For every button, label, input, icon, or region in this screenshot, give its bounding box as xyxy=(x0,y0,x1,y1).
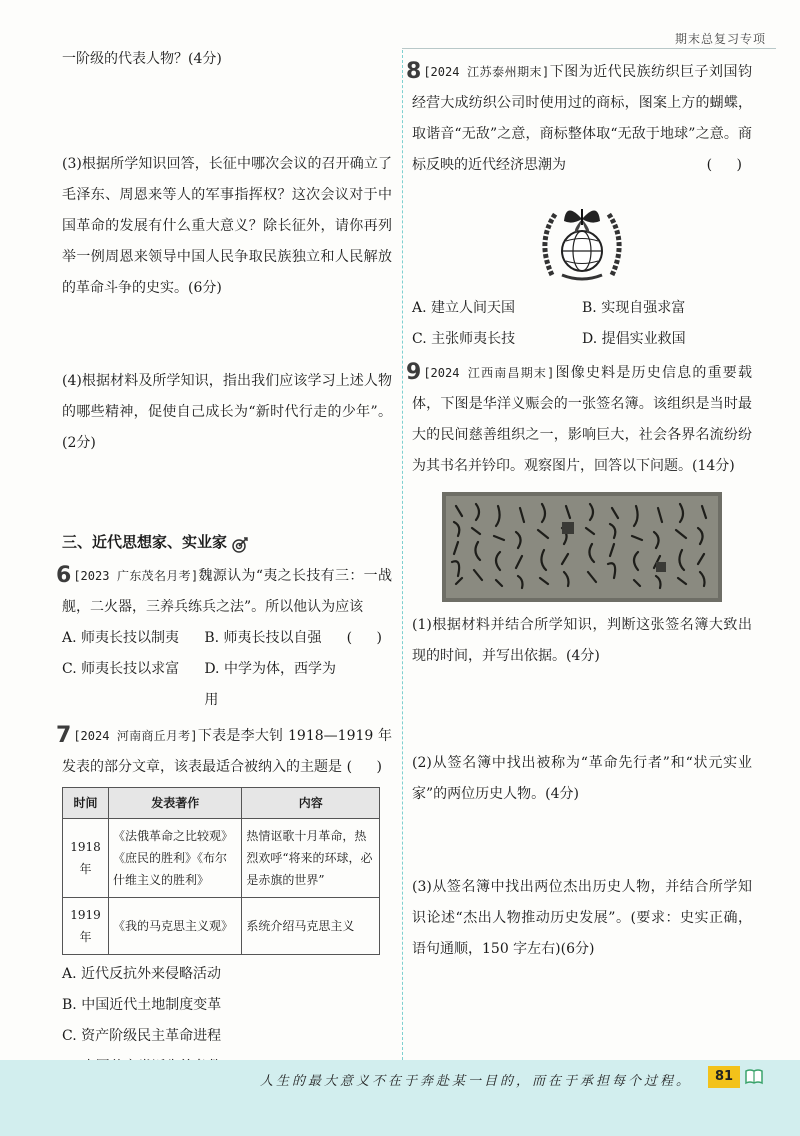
option-a[interactable]: A. 师夷长技以制夷 xyxy=(62,630,180,646)
table-row xyxy=(63,898,380,955)
option-b[interactable]: B. 中国近代土地制度变革 xyxy=(62,997,222,1013)
q9-part1: (1)根据材料并结合所学知识，判断这张签名簿大致出现的时间，并写出依据。(4分) xyxy=(412,617,752,664)
q5-tail: 一阶级的代表人物？(4分) xyxy=(62,51,222,67)
table-cell-works: 《法俄革命之比较观》《庶民的胜利》《布尔什维主义的胜利》 xyxy=(109,819,242,898)
option-b[interactable]: B. 师夷长技以自强 xyxy=(204,630,322,646)
page-footer xyxy=(0,1060,800,1136)
q8-options xyxy=(412,293,752,355)
q9-part2: (2)从签名簿中找出被称为“革命先行者”和“状元实业家”的两位历史人物。(4分) xyxy=(412,755,752,802)
option-c[interactable]: C. 资产阶级民主革命进程 xyxy=(62,1028,222,1044)
left-column xyxy=(56,44,392,1083)
question-7 xyxy=(56,720,392,783)
question-number: 6 xyxy=(56,563,72,588)
table-header-row xyxy=(63,788,380,819)
answer-space xyxy=(412,810,752,872)
question-9 xyxy=(406,357,752,482)
question-8 xyxy=(406,56,753,181)
signature-book-image-wrap xyxy=(412,492,752,602)
header-tag: 期末总复习专项 xyxy=(674,32,766,46)
question-number: 7 xyxy=(56,723,72,748)
footer-motto: 人生的最大意义不在于奔赴某一目的，而在于承担每个过程。 xyxy=(260,1074,693,1089)
target-pen-icon xyxy=(231,534,249,552)
table-cell-year: 1919 年 xyxy=(63,898,109,955)
q6-options xyxy=(62,623,347,716)
answer-space xyxy=(62,75,392,149)
answer-blank[interactable]: ( ) xyxy=(346,759,392,775)
option-d[interactable]: D. 提倡实业救国 xyxy=(582,331,686,347)
table-cell-content: 热情讴歌十月革命，热烈欢呼“将来的环球，必是赤旗的世界” xyxy=(242,819,380,898)
option-d[interactable]: D. 中学为体，西学为用 xyxy=(204,661,336,708)
book-icon xyxy=(744,1068,764,1090)
question-stem: 图像史料是历史信息的重要载体，下图是华洋义赈会的一张签名簿。该组织是当时最大的民间慈善组织之一，影响巨大，社会各界名流纷纷为其书名并钤印。观察图片，回答以下问题。(14分) xyxy=(412,365,752,474)
table-cell-content: 系统介绍马克思主义 xyxy=(242,898,380,955)
answer-blank[interactable]: ( ) xyxy=(346,630,392,646)
column-divider xyxy=(402,50,403,1060)
answer-space xyxy=(62,459,392,499)
answer-space xyxy=(412,672,752,748)
q9-part3: (3)从签名簿中找出两位杰出历史人物，并结合所学知识论述“杰出人物推动历史发展”。(要求：史实正确，语句通顺，150 字左右)(6分) xyxy=(412,879,752,957)
answer-space xyxy=(62,304,392,366)
option-c[interactable]: C. 师夷长技以求富 xyxy=(62,661,180,677)
q5-part4: (4)根据材料及所学知识，指出我们应该学习上述人物的哪些精神，促使自己成长为“新时代行走的少年”。(2分) xyxy=(62,373,392,451)
table-header-time: 时间 xyxy=(63,788,109,819)
section-heading xyxy=(62,527,392,558)
question-number: 8 xyxy=(406,59,422,84)
question-source-tag: [2024 江西南昌期末] xyxy=(423,366,555,380)
li-dazhao-table xyxy=(62,787,380,955)
table-cell-year: 1918 年 xyxy=(63,819,109,898)
option-a[interactable]: A. 建立人间天国 xyxy=(412,300,516,316)
option-a[interactable]: A. 近代反抗外来侵略活动 xyxy=(62,966,222,982)
table-header-works: 发表著作 xyxy=(109,788,242,819)
question-stem: 魏源认为“夷之长技有三：一战舰，二火器，三养兵练兵之法”。所以他认为应该 xyxy=(62,568,392,615)
trademark-image-wrap xyxy=(412,191,752,287)
page-number: 81 xyxy=(708,1066,740,1088)
question-source-tag: [2024 江苏泰州期末] xyxy=(423,65,550,79)
trademark-image xyxy=(534,191,630,287)
signature-book-image xyxy=(442,492,722,602)
table-cell-works: 《我的马克思主义观》 xyxy=(109,898,242,955)
question-source-tag: [2024 河南商丘月考] xyxy=(73,729,198,743)
question-stem: 下图为近代民族纺织巨子刘国钧经营大成纺织公司时使用过的商标，图案上方的蝴蝶，取谐音“无敌”之意，商标整体取“无敌于地球”之意。商标反映的近代经济思潮为 xyxy=(412,64,753,173)
option-b[interactable]: B. 实现自强求富 xyxy=(582,300,686,316)
q5-part3: (3)根据所学知识回答，长征中哪次会议的召开确立了毛泽东、周恩来等人的军事指挥权？这次会议对于中国革命的发展有什么重大意义？除长征外，请你再列举一例周恩来领导中国人民争取民族独立和人民解放的革命斗争的史实。(6分) xyxy=(62,156,392,296)
question-source-tag: [2023 广东茂名月考] xyxy=(73,569,199,583)
answer-blank[interactable]: ( ) xyxy=(706,157,752,173)
question-stem: 下表是李大钊 1918—1919 年发表的部分文章，该表最适合被纳入的主题是 xyxy=(62,728,392,775)
table-row xyxy=(63,819,380,898)
right-column xyxy=(406,56,753,965)
question-number: 9 xyxy=(406,360,422,385)
table-header-content: 内容 xyxy=(242,788,380,819)
option-c[interactable]: C. 主张师夷长技 xyxy=(412,331,516,347)
header-rule xyxy=(402,48,776,49)
section-title: 三、近代思想家、实业家 xyxy=(62,533,228,551)
